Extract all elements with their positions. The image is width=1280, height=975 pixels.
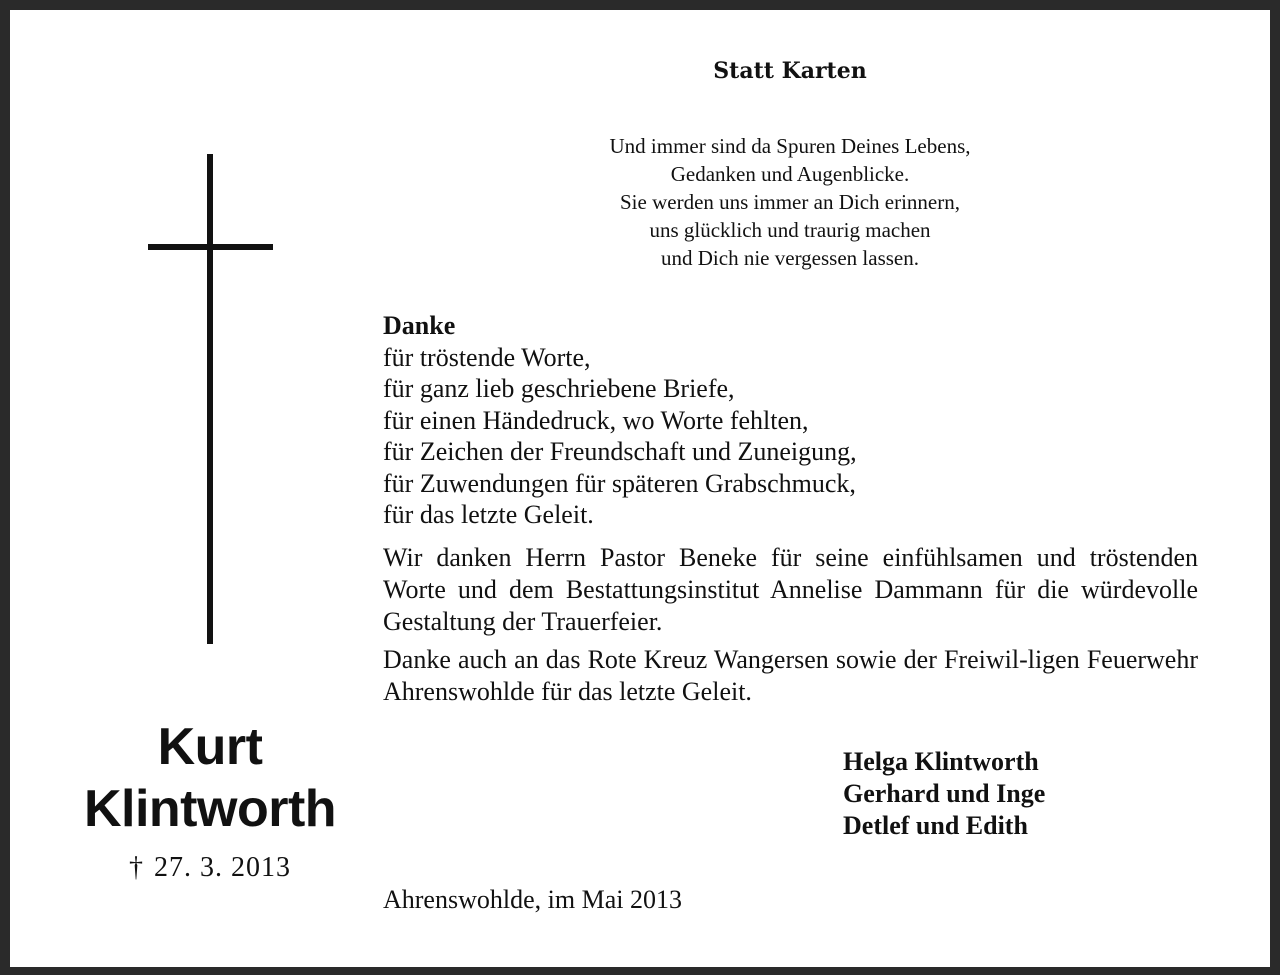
signature-line: Helga Klintworth — [843, 747, 1039, 776]
thanks-line: für das letzte Geleit. — [383, 500, 594, 529]
death-date: 27. 3. 2013 — [154, 852, 291, 883]
heading-statt-karten: Statt Karten — [713, 58, 867, 84]
poem-line: uns glücklich und traurig machen — [649, 218, 931, 242]
poem — [490, 132, 1090, 272]
thanks-title: Danke — [383, 311, 456, 340]
cross-icon-vertical-bar — [207, 154, 213, 644]
poem-line: Und immer sind da Spuren Deines Lebens, — [609, 134, 971, 158]
paragraph-pastor: Wir danken Herrn Pastor Beneke für seine einfühlsamen und tröstenden Worte und dem Bestattungsinstitut Annelise Dammann für die würdevolle Gestaltung der Trauerfeier. — [383, 543, 1198, 636]
poem-line: und Dich nie vergessen lassen. — [661, 246, 919, 270]
thanks-line: für Zeichen der Freundschaft und Zuneigung, — [383, 437, 857, 466]
deceased-last-name: Klintworth — [83, 780, 337, 838]
death-date-line — [40, 852, 380, 884]
paragraph-red-cross: Danke auch an das Rote Kreuz Wangersen sowie der Freiwil-ligen Feuerwehr Ahrenswohlde für das letzte Geleit. — [383, 645, 1198, 706]
signatures — [843, 746, 1045, 842]
cross-icon-horizontal-bar — [148, 244, 273, 250]
signature-line: Detlef und Edith — [843, 811, 1028, 840]
dagger-icon: † — [129, 852, 144, 883]
poem-line: Sie werden uns immer an Dich erinnern, — [620, 190, 960, 214]
thanks-line: für Zuwendungen für späteren Grabschmuck, — [383, 468, 856, 498]
place-date: Ahrenswohlde, im Mai 2013 — [383, 885, 682, 914]
thanks-line: für ganz lieb geschriebene Briefe, — [383, 374, 735, 403]
thanks-line: für einen Händedruck, wo Worte fehlten, — [383, 405, 809, 435]
thanks-list — [383, 310, 1198, 531]
poem-line: Gedanken und Augenblicke. — [670, 162, 910, 186]
thanks-line: für tröstende Worte, — [383, 342, 591, 372]
signature-line: Gerhard und Inge — [843, 779, 1046, 808]
deceased-first-name: Kurt — [157, 718, 263, 776]
